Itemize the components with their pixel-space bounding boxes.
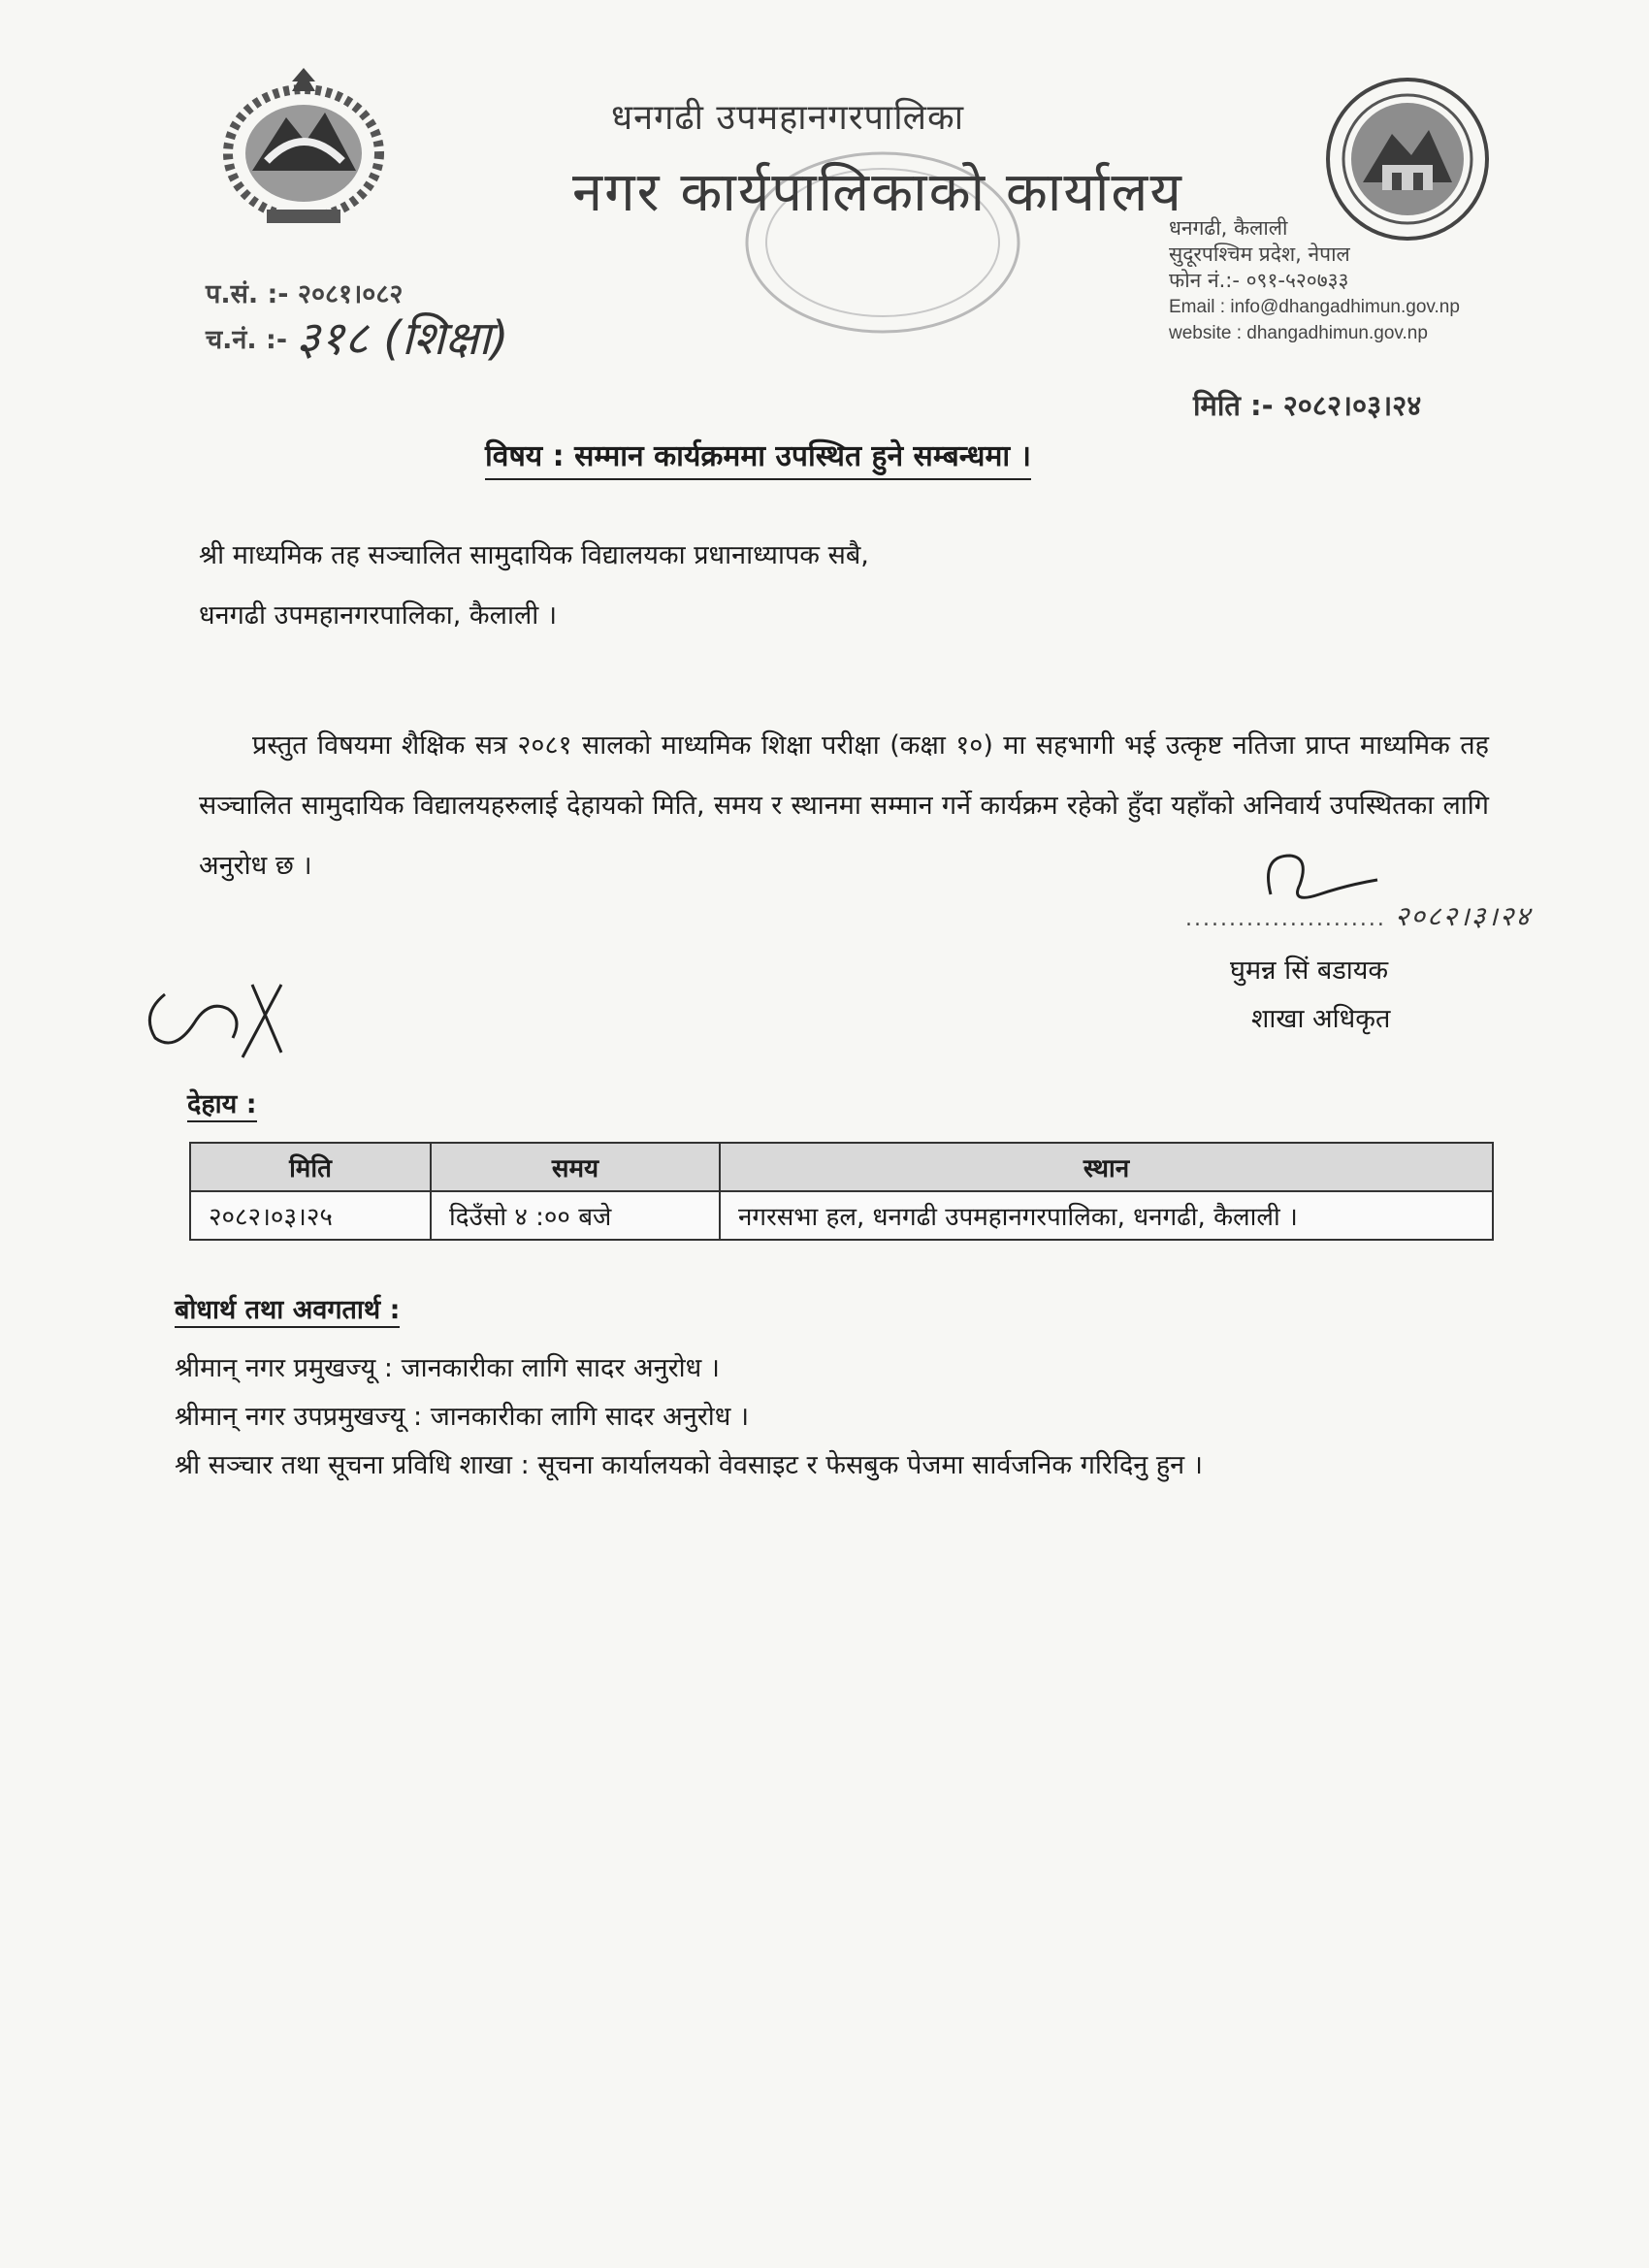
dispatch-number-handwritten: ३१८ (शिक्षा) — [296, 311, 509, 366]
municipality-name: धनगढी उपमहानगरपालिका — [611, 98, 965, 138]
schedule-label: देहाय : — [187, 1085, 257, 1122]
dispatch-number-label: च.नं. :- — [206, 325, 288, 355]
cc-heading: बोधार्थ तथा अवगतार्थ : — [175, 1290, 400, 1328]
letter-number: प.सं. :- २०८१।०८२ — [206, 279, 404, 309]
cell-date: २०८२।०३।२५ — [190, 1191, 431, 1240]
letter-date: मिति :- २०८२।०३।२४ — [1193, 389, 1422, 422]
phone-number: फोन नं.:- ०९१-५२०७३३ — [1169, 269, 1349, 292]
cell-time: दिउँसो ४ :०० बजे — [431, 1191, 720, 1240]
addressee-line-1: श्री माध्यमिक तह सञ्चालित सामुदायिक विद्यालयका प्रधानाध्यापक सबै, — [199, 540, 869, 570]
website-address: website : dhangadhimun.gov.np — [1169, 323, 1428, 343]
subject-line: विषय : सम्मान कार्यक्रममा उपस्थित हुने सम्बन्धमा । — [485, 435, 1031, 480]
cc-line: श्रीमान् नगर उपप्रमुखज्यू : जानकारीका लागि सादर अनुरोध । — [175, 1402, 750, 1432]
signatory-name: घुमन्न सिं बडायक — [1230, 956, 1389, 986]
cell-venue: नगरसभा हल, धनगढी उपमहानगरपालिका, धनगढी, कैलाली । — [720, 1191, 1493, 1240]
address-line-2: सुदूरपश्चिम प्रदेश, नेपाल — [1169, 243, 1350, 266]
initials-scrawl — [136, 956, 291, 1077]
column-header-time: समय — [431, 1143, 720, 1191]
column-header-venue: स्थान — [720, 1143, 1493, 1191]
contact-block — [1169, 215, 1460, 346]
office-name: नगर कार्यपालिकाको कार्यालय — [572, 161, 1183, 224]
schedule-table — [189, 1142, 1494, 1241]
nepal-emblem-logo — [209, 64, 399, 239]
signature-handwritten-date: २०८२।३।२४ — [1394, 900, 1532, 932]
table-row — [190, 1191, 1493, 1240]
signature-dotted-line: ....................... २०८२।३।२४ — [1185, 900, 1532, 932]
column-header-date: मिति — [190, 1143, 431, 1191]
cc-line: श्रीमान् नगर प्रमुखज्यू : जानकारीका लागि सादर अनुरोध । — [175, 1353, 721, 1383]
signatory-title: शाखा अधिकृत — [1251, 1004, 1391, 1034]
address-line-1: धनगढी, कैलाली — [1169, 216, 1288, 240]
cc-line: श्री सञ्चार तथा सूचना प्रविधि शाखा : सूचना कार्यालयको वेवसाइट र फेसबुक पेजमा सार्वजनिक गरिदिनु हुन । — [175, 1450, 1203, 1480]
email-address: Email : info@dhangadhimun.gov.np — [1169, 297, 1460, 317]
letter-body: प्रस्तुत विषयमा शैक्षिक सत्र २०८१ सालको माध्यमिक शिक्षा परीक्षा (कक्षा १०) मा सहभागी भई उत्कृष्ट नतिजा प्राप्त माध्यमिक तह सञ्चालित सामुदायिक विद्यालयहरुलाई देहायको मिति, समय र स्थानमा सम्मान गर्ने कार्यक्रम रहेको हुँदा यहाँको अनिवार्य उपस्थितका लागि अनुरोध छ । — [199, 730, 1489, 881]
addressee-line-2: धनगढी उपमहानगरपालिका, कैलाली । — [199, 600, 558, 631]
